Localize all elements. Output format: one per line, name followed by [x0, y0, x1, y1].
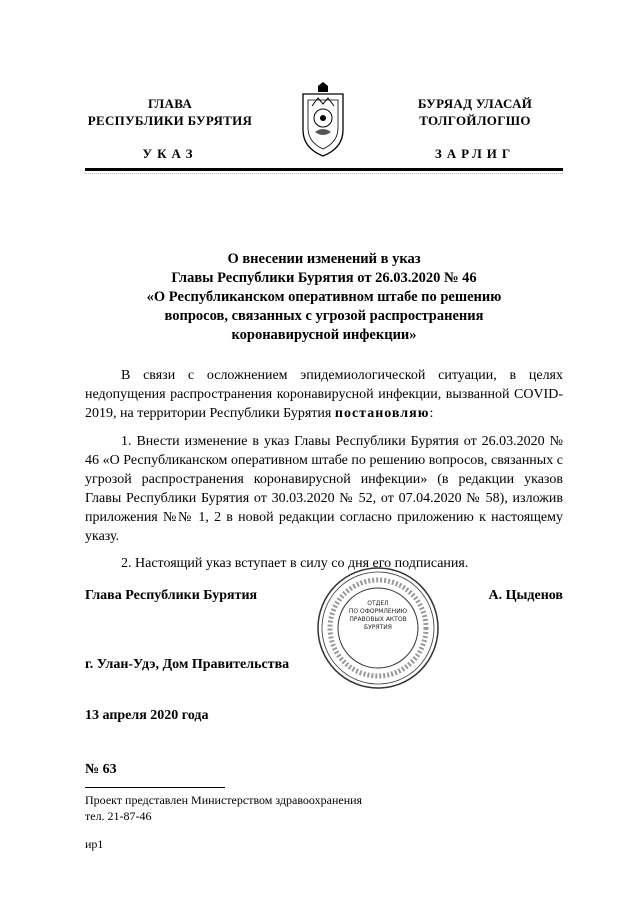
document-title [85, 250, 563, 345]
header-left-line2: РЕСПУБЛИКИ БУРЯТИЯ [87, 113, 253, 128]
preamble-keyword: постановляю [334, 406, 430, 421]
footer-note [85, 792, 563, 852]
seal-line1: ОТДЕЛ [367, 600, 389, 607]
header-left [70, 95, 270, 129]
doc-type-right: ЗАРЛИГ [434, 146, 516, 161]
header-right-line1: БУРЯАД УЛАСАЙ [417, 96, 533, 111]
signature-name: А. Цыденов [488, 588, 563, 603]
footer-divider [85, 787, 225, 788]
header-right [375, 95, 575, 129]
doc-type-left: УКАЗ [142, 146, 198, 161]
seal-line3: ПРАВОВЫХ АКТОВ [349, 616, 407, 623]
header-divider [85, 168, 563, 171]
preamble-paragraph [85, 366, 563, 423]
title-line1: О внесении изменений в указ [227, 251, 421, 267]
coat-of-arms-emblem [298, 80, 348, 158]
decree-number: № 63 [85, 762, 117, 777]
place: г. Улан-Удэ, Дом Правительства [85, 657, 290, 672]
title-line5: коронавирусной инфекции» [231, 327, 417, 343]
footer-line1: Проект представлен Министерством здравоохранения [85, 793, 363, 807]
title-line2: Главы Республики Бурятия от 26.03.2020 № 46 [171, 270, 477, 286]
header-right-line2: ТОЛГОЙЛОГШО [419, 113, 531, 128]
title-line3: «О Республиканском оперативном штабе по решению [146, 289, 502, 305]
item-2-paragraph: 2. Настоящий указ вступает в силу со дня его подписания. [121, 556, 469, 571]
item-1-paragraph: 1. Внести изменение в указ Главы Республики Бурятия от 26.03.2020 № 46 «О Республиканском оперативном штабе по решению вопросов, связанных с угрозой распространения коронавирусной инфекции» (в редакции указов Главы Республики Бурятия от 30.03.2020 № 52, от 07.04.2020 № 58), изложив приложения №№ 1, 2 в новой редакции согласно приложению к настоящему указу. [85, 434, 563, 544]
footer-line3: ир1 [85, 837, 104, 851]
title-line4: вопросов, связанных с угрозой распространения [164, 308, 484, 324]
official-seal [316, 566, 440, 690]
seal-text [342, 600, 414, 632]
footer-line2: тел. 21-87-46 [85, 809, 152, 823]
seal-line2: ПО ОФОРМЛЕНИЮ [348, 608, 408, 615]
header-left-line1: ГЛАВА [147, 96, 193, 111]
preamble-end: : [429, 406, 434, 421]
preamble-text: В связи с осложнением эпидемиологической ситуации, в целях недопущения распространения коронавирусной инфекции, вызванной COVID-2019, на территории Республики Бурятия [85, 368, 563, 421]
signature-position: Глава Республики Бурятия [85, 588, 258, 603]
header-divider-dotted [85, 173, 563, 174]
date: 13 апреля 2020 года [85, 708, 209, 723]
seal-line4: БУРЯТИЯ [364, 624, 392, 631]
